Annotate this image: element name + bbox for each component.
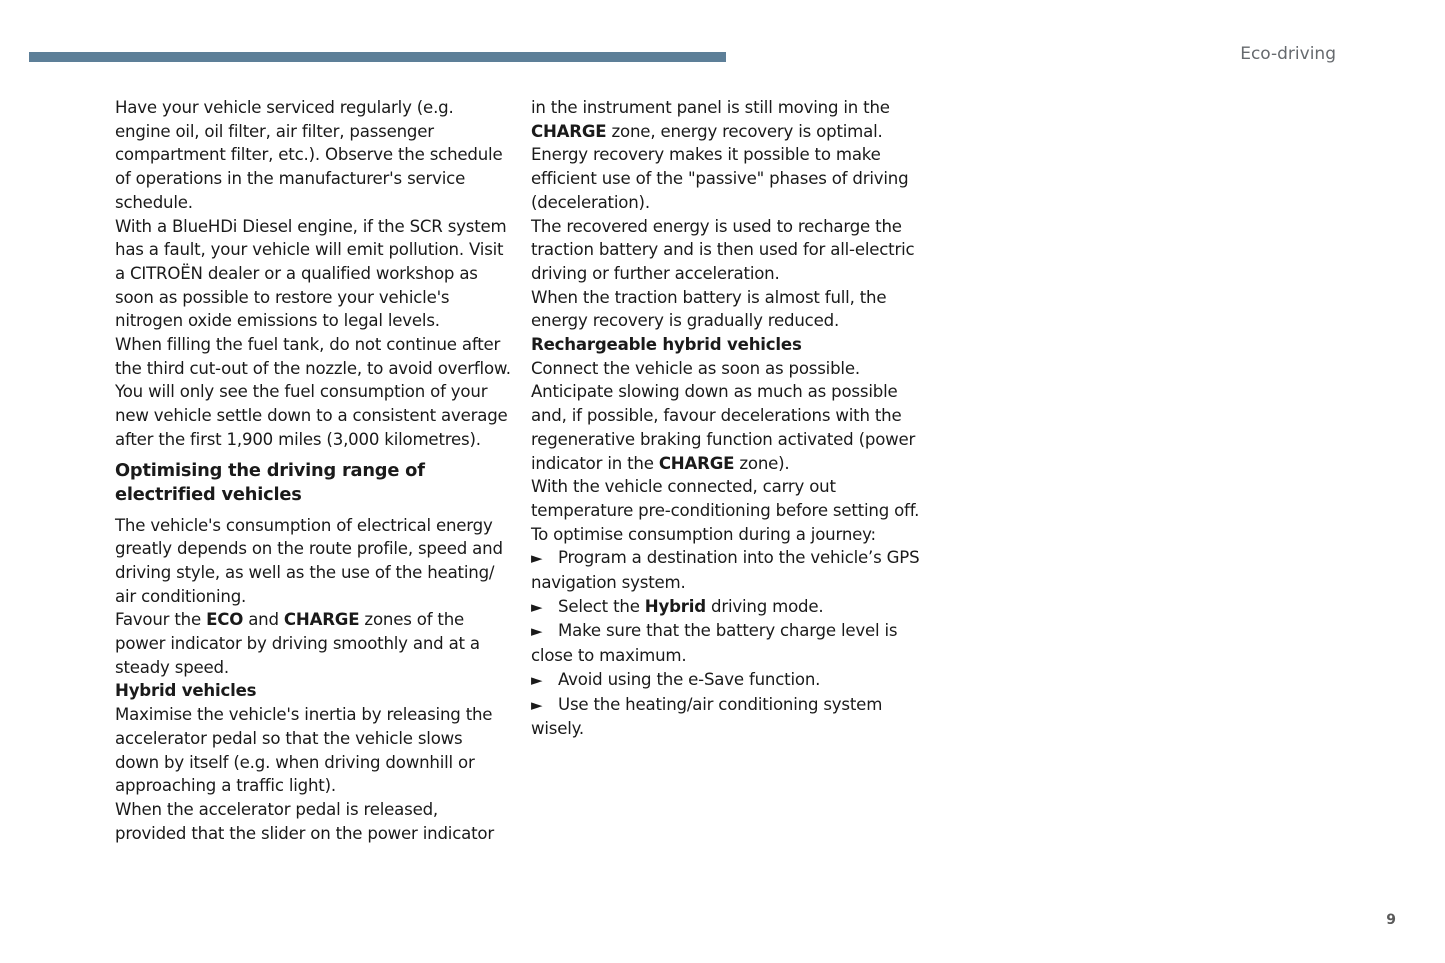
paragraph-energy-consumption: The vehicle's consumption of electrical energy greatly depends on the route profile, speed and driving style, as well as the use of the heating/ air conditioning. [115,515,503,606]
paragraph-inertia: Maximise the vehicle's inertia by releasing the accelerator pedal so that the vehicle slows down by itself (e.g. when driving downhill or approaching a traffic light). [115,705,493,796]
bullet-arrow-icon: ► [531,670,543,689]
section-title: Eco-driving [1240,44,1336,64]
subheading-hybrid-vehicles: Hybrid vehicles [115,681,257,701]
list-item-heating: ► Use the heating/air conditioning system wisely. [531,694,883,739]
list-item-hybrid-mode: ► Select the Hybrid driving mode. [531,595,923,620]
left-column [115,96,511,845]
bullet-arrow-icon: ► [531,622,543,641]
charge-zone-label: CHARGE [531,121,607,141]
charge-zone-label: CHARGE [283,610,360,630]
list-item-battery-charge: ► Make sure that the battery charge level is close to maximum. [531,621,898,666]
bullet-arrow-icon: ► [531,695,543,714]
paragraph-preconditioning: With the vehicle connected, carry out temperature pre-conditioning before setting off. [531,477,920,520]
paragraph-fuel-consumption: You will only see the fuel consumption of your new vehicle settle down to a consistent average after the first 1,900 miles (3,000 kilometres). [115,382,508,449]
eco-zone-label: ECO [206,610,244,630]
section-heading-electrified-range: Optimising the driving range of electrified vehicles [115,459,425,505]
hybrid-mode-label: Hybrid [644,596,706,616]
header-accent-bar [29,52,726,62]
list-item-esave: ► Avoid using the e-Save function. [531,668,923,693]
paragraph-optimise-intro: To optimise consumption during a journey: [531,524,876,544]
paragraph-battery-full: When the traction battery is almost full, the energy recovery is gradually reduced. [531,287,887,331]
bullet-arrow-icon: ► [531,597,543,616]
paragraph-fuel-tank: When filling the fuel tank, do not continue after the third cut-out of the nozzle, to avoid overflow. [115,335,511,378]
list-item-gps: ► Program a destination into the vehicle’s GPS navigation system. [531,548,920,593]
subheading-rechargeable-hybrid: Rechargeable hybrid vehicles [531,335,802,355]
paragraph-energy-recovery-optimal: in the instrument panel is still moving in the CHARGE zone, energy recovery is optimal. [531,98,890,141]
paragraph-anticipate-slowing: Anticipate slowing down as much as possible and, if possible, favour decelerations with the regenerative braking function activated (power indicator in the CHARGE zone). [531,382,916,473]
right-column [531,96,923,741]
charge-zone-label: CHARGE [658,453,735,473]
paragraph-accelerator-released: When the accelerator pedal is released, provided that the slider on the power indicator [115,799,494,843]
paragraph-scr-system: With a BlueHDi Diesel engine, if the SCR system has a fault, your vehicle will emit pollution. Visit a CITROËN dealer or a qualified workshop as soon as possible to restore your vehicle's nitrogen oxide emissions to legal levels. [115,216,507,331]
paragraph-recovered-energy: The recovered energy is used to recharge the traction battery and is then used for all-electric driving or further acceleration. [531,216,915,283]
page-number: 9 [1386,912,1396,928]
bullet-arrow-icon: ► [531,549,543,568]
paragraph-passive-phases: Energy recovery makes it possible to make efficient use of the "passive" phases of driving (deceleration). [531,145,909,212]
paragraph-favour-zones: Favour the ECO and CHARGE zones of the power indicator by driving smoothly and at a steady speed. [115,610,480,677]
paragraph-servicing: Have your vehicle serviced regularly (e.g. engine oil, oil filter, air filter, passenger compartment filter, etc.). Observe the schedule of operations in the manufacturer's service schedule. [115,98,503,212]
paragraph-connect-vehicle: Connect the vehicle as soon as possible. [531,358,860,378]
